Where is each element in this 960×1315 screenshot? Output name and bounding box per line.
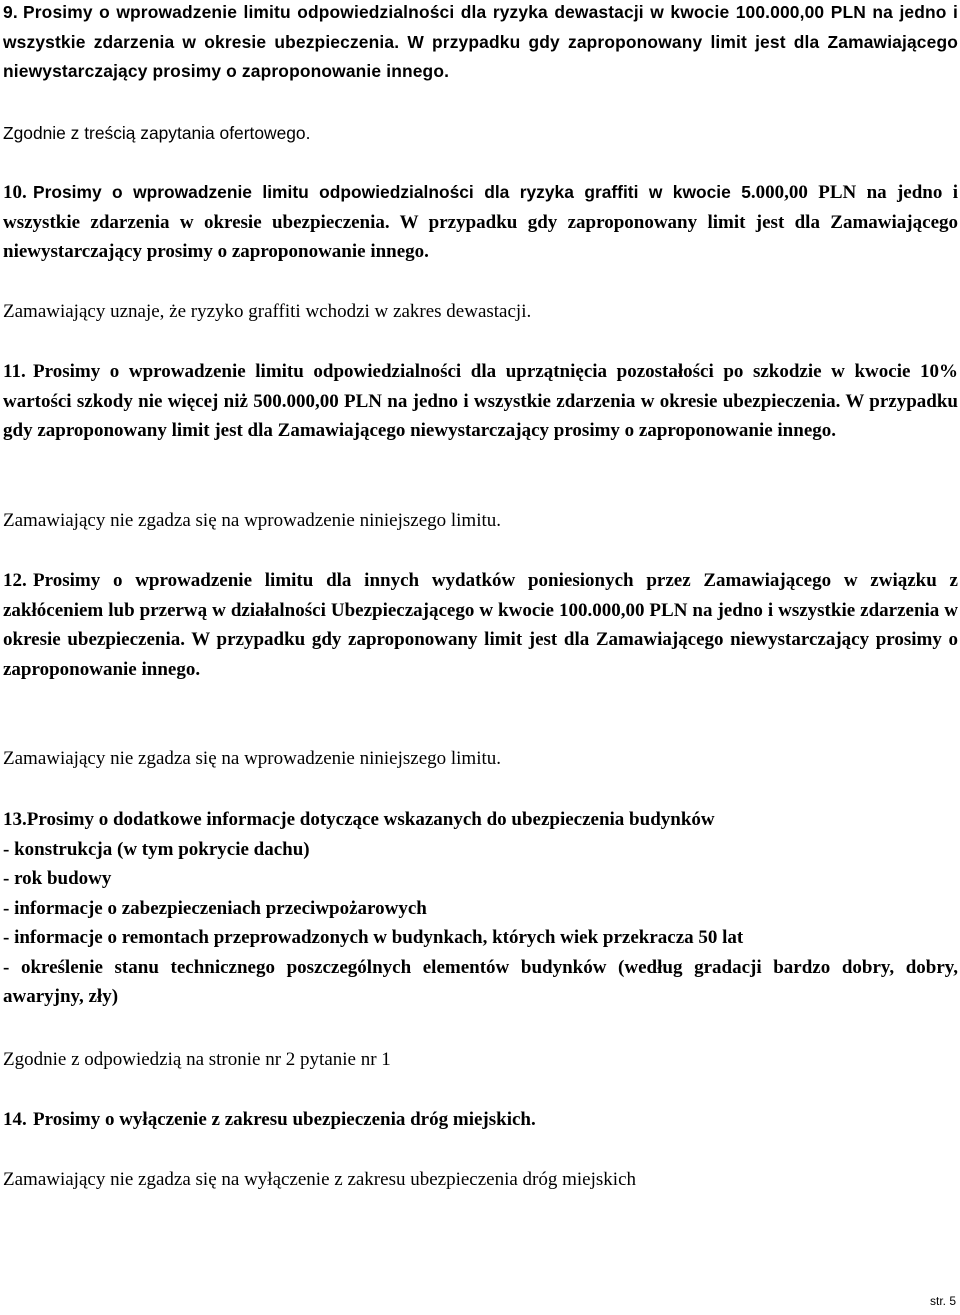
question-text-part: Prosimy o wprowadzenie limitu odpowiedzialności dla ryzyka graffiti w kwocie 5 xyxy=(33,182,751,202)
question-13-heading xyxy=(3,805,958,835)
question-10 xyxy=(3,178,958,267)
question-14 xyxy=(3,1105,958,1135)
info-list-item: - konstrukcja (w tym pokrycie dachu) xyxy=(3,838,310,860)
answer-10: Zamawiający uznaje, że ryzyko graffiti wchodzi w zakres dewastacji. xyxy=(3,301,532,322)
question-text: Prosimy o wprowadzenie limitu odpowiedzialności dla uprzątnięcia pozostałości po szkodzie w kwocie 10% wartości szkody nie więcej niż 500.000,00 PLN na jedno i wszystkie zdarzenia w okresie ubezpieczenia. W przypadku gdy zaproponowany limit jest dla Zamawiającego niewystarczający prosimy o zaproponowanie innego. xyxy=(3,361,958,441)
info-list-item: - określenie stanu technicznego poszczególnych elementów budynków (według gradacji bardzo dobry, dobry, awaryjny, zły) xyxy=(3,956,958,1007)
question-11 xyxy=(3,357,958,446)
question-9 xyxy=(3,0,958,87)
question-text: Prosimy o wyłączenie z zakresu ubezpieczenia dróg miejskich. xyxy=(33,1109,536,1130)
question-number: 12. xyxy=(3,570,27,591)
page-number: str. 5 xyxy=(929,1294,956,1308)
question-13 xyxy=(3,805,958,1012)
answer-13: Zgodnie z odpowiedzią na stronie nr 2 pytanie nr 1 xyxy=(3,1049,391,1070)
answer-11: Zamawiający nie zgadza się na wprowadzenie niniejszego limitu. xyxy=(3,510,502,531)
info-list-item: - informacje o remontach przeprowadzonych w budynkach, których wiek przekracza 50 lat xyxy=(3,927,744,948)
answer-14: Zamawiający nie zgadza się na wyłączenie z zakresu ubezpieczenia dróg miejskich xyxy=(3,1169,637,1190)
question-number: 14. xyxy=(3,1109,27,1130)
question-text: Prosimy o dodatkowe informacje dotyczące wskazanych do ubezpieczenia budynków xyxy=(26,809,715,830)
question-12 xyxy=(3,566,958,684)
question-number: 13. xyxy=(3,809,27,830)
question-number: 9. xyxy=(3,2,18,22)
question-number: 10. xyxy=(3,182,27,203)
question-text: Prosimy o wprowadzenie limitu odpowiedzialności dla ryzyka dewastacji w kwocie 100.000,00 PLN na jedno i wszystkie zdarzenia w okresie ubezpieczenia. W przypadku gdy zaproponowany limit jest dla Zamawiającego niewystarczający prosimy o zaproponowanie innego. xyxy=(3,2,958,81)
question-number: 11. xyxy=(3,361,26,382)
question-text: Prosimy o wprowadzenie limitu dla innych wydatków poniesionych przez Zamawiającego w związku z zakłóceniem lub przerwą w działalności Ubezpieczającego w kwocie 100.000,00 PLN na jedno i wszystkie zdarzenia w okresie ubezpieczenia. W przypadku gdy zaproponowany limit jest dla Zamawiającego niewystarczający prosimy o zaproponowanie innego. xyxy=(3,570,958,680)
info-list-item: - rok budowy xyxy=(3,868,112,889)
answer-12: Zamawiający nie zgadza się na wprowadzenie niniejszego limitu. xyxy=(3,748,502,769)
info-list-item: - informacje o zabezpieczeniach przeciwpożarowych xyxy=(3,897,427,919)
answer-9: Zgodnie z treścią zapytania ofertowego. xyxy=(3,123,311,143)
question-text-part: .000,00 PLN na jedno i wszystkie zdarzenia w okresie ubezpieczenia. W przypadku gdy zaproponowany limit jest dla Zamawiającego niewystarczający prosimy o zaproponowanie innego. xyxy=(3,182,958,262)
